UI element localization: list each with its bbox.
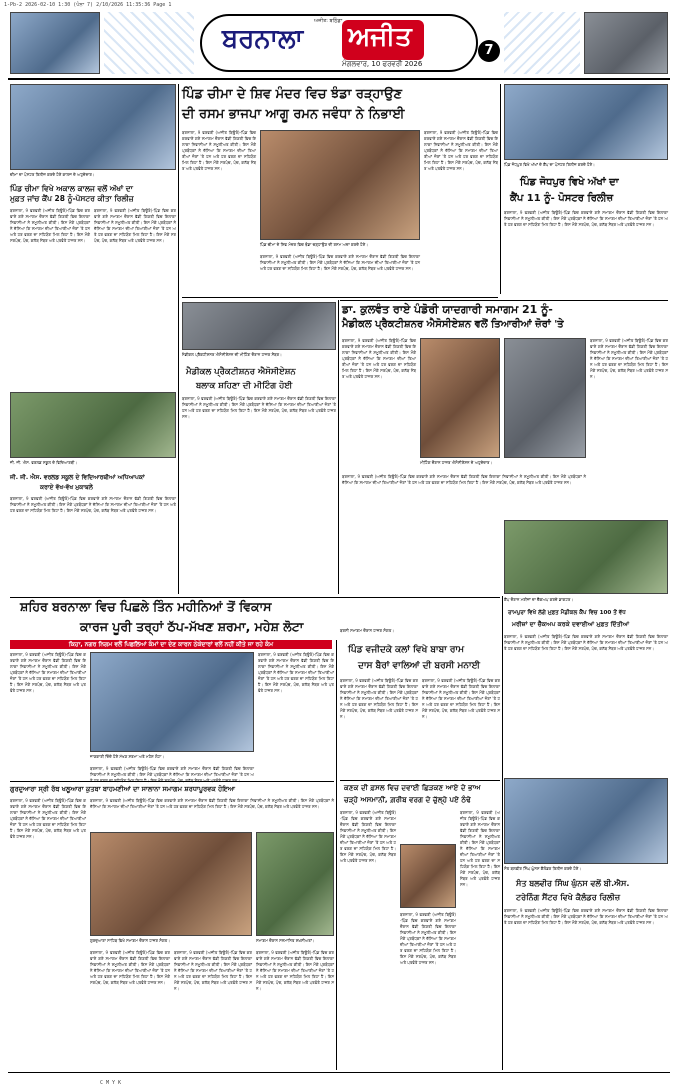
photo-calendar-release [504,778,668,864]
article-2-col-a: ਬਰਨਾਲਾ, 9 ਫਰਵਰੀ (ਅਜੀਤ ਬਿਊਰੋ)-ਪਿੰਡ ਵਿਚ ਕਰਵਾਏ ਗਏ ਸਮਾਗਮ ਦੌਰਾਨ ਵੱਡੀ ਗਿਣਤੀ ਵਿਚ ਇਲਾਕਾ ਨਿਵਾਸੀਆਂ ਨੇ ਸ਼ਮੂਲੀਅਤ ਕੀਤੀ। ਇਸ ਮੌਕੇ ਪ੍ਰਬੰਧਕਾਂ ਨੇ ਦੱਸਿਆ ਕਿ ਸਮਾਗਮ ਦੀਆਂ ਤਿਆਰੀਆਂ ਜ਼ੋਰਾਂ 'ਤੇ ਹਨ ਅਤੇ ਹਰ ਵਰਗ ਦਾ ਸਹਿਯੋਗ ਮਿਲ ਰਿਹਾ ਹੈ। ਇਸ ਮੌਕੇ ਸਰਪੰਚ, ਪੰਚ, ਕਲੱਬ ਮੈਂਬਰ ਅਤੇ ਪਤਵੰਤੇ ਹਾਜ਼ਰ ਸਨ। [10,208,90,243]
photo-camp-visit [504,520,668,594]
article-6-body: ਬਰਨਾਲਾ, 9 ਫਰਵਰੀ (ਅਜੀਤ ਬਿਊਰੋ)-ਪਿੰਡ ਵਿਚ ਕਰਵਾਏ ਗਏ ਸਮਾਗਮ ਦੌਰਾਨ ਵੱਡੀ ਗਿਣਤੀ ਵਿਚ ਇਲਾਕਾ ਨਿਵਾਸੀਆਂ ਨੇ ਸ਼ਮੂਲੀਅਤ ਕੀਤੀ। ਇਸ ਮੌਕੇ ਪ੍ਰਬੰਧਕਾਂ ਨੇ ਦੱਸਿਆ ਕਿ ਸਮਾਗਮ ਦੀਆਂ ਤਿਆਰੀਆਂ ਜ਼ੋਰਾਂ 'ਤੇ ਹਨ ਅਤੇ ਹਰ ਵਰਗ ਦਾ ਸਹਿਯੋਗ ਮਿਲ ਰਿਹਾ ਹੈ। ਇਸ ਮੌਕੇ ਸਰਪੰਚ, ਪੰਚ, ਕਲੱਬ ਮੈਂਬਰ ਅਤੇ ਪਤਵੰਤੇ ਹਾਜ਼ਰ ਸਨ। [10,496,176,513]
photo-association-meeting [420,338,500,458]
caption-3: ਪਿੰਡ ਜੋਧਪੁਰ ਵਿਖੇ ਅੱਖਾਂ ਦੇ ਕੈਂਪ ਦਾ ਪੋਸਟਰ ਰਿਲੀਜ਼ ਕਰਦੇ ਹੋਏ। [504,162,595,167]
headline-6-line-1: ਜੀ. ਜੀ. ਐਸ. ਵਰਲਡ ਸਕੂਲ ਦੇ ਵਿਦਿਆਰਥੀਆਂ ਅਧਿਆਪਕਾਂ [10,474,145,481]
article-4-col-d: ਬਰਨਾਲਾ, 9 ਫਰਵਰੀ (ਅਜੀਤ ਬਿਊਰੋ)-ਪਿੰਡ ਵਿਚ ਕਰਵਾਏ ਗਏ ਸਮਾਗਮ ਦੌਰਾਨ ਵੱਡੀ ਗਿਣਤੀ ਵਿਚ ਇਲਾਕਾ ਨਿਵਾਸੀਆਂ ਨੇ ਸ਼ਮੂਲੀਅਤ ਕੀਤੀ। ਇਸ ਮੌਕੇ ਪ੍ਰਬੰਧਕਾਂ ਨੇ ਦੱਸਿਆ ਕਿ ਸਮਾਗਮ ਦੀਆਂ ਤਿਆਰੀਆਂ ਜ਼ੋਰਾਂ 'ਤੇ ਹਨ ਅਤੇ ਹਰ ਵਰਗ ਦਾ ਸਹਿਯੋਗ ਮਿਲ ਰਿਹਾ ਹੈ। ਇਸ ਮੌਕੇ ਸਰਪੰਚ, ਪੰਚ, ਕਲੱਬ ਮੈਂਬਰ ਅਤੇ ਪਤਵੰਤੇ ਹਾਜ਼ਰ ਸਨ। [590,338,668,379]
caption-6: ਜੀ. ਜੀ. ਐਸ. ਵਰਲਡ ਸਕੂਲ ਦੇ ਵਿਦਿਆਰਥੀ। [10,460,78,465]
caption-8: ਬਰਸੀ ਸਮਾਗਮ ਦੌਰਾਨ ਹਾਜ਼ਰ ਸੰਗਤ। [340,628,394,633]
article-7-col-b: ਬਰਨਾਲਾ, 9 ਫਰਵਰੀ (ਅਜੀਤ ਬਿਊਰੋ)-ਪਿੰਡ ਵਿਚ ਕਰਵਾਏ ਗਏ ਸਮਾਗਮ ਦੌਰਾਨ ਵੱਡੀ ਗਿਣਤੀ ਵਿਚ ਇਲਾਕਾ ਨਿਵਾਸੀਆਂ ਨੇ ਸ਼ਮੂਲੀਅਤ ਕੀਤੀ। ਇਸ ਮੌਕੇ ਪ੍ਰਬੰਧਕਾਂ ਨੇ ਦੱਸਿਆ ਕਿ ਸਮਾਗਮ ਦੀਆਂ ਤਿਆਰੀਆਂ ਜ਼ੋਰਾਂ 'ਤੇ ਹਨ ਅ [90,766,254,777]
article-7-col-c: ਬਰਨਾਲਾ, 9 ਫਰਵਰੀ (ਅਜੀਤ ਬਿਊਰੋ)-ਪਿੰਡ ਵਿਚ ਕਰਵਾਏ ਗਏ ਸਮਾਗਮ ਦੌਰਾਨ ਵੱਡੀ ਗਿਣਤੀ ਵਿਚ ਇਲਾਕਾ ਨਿਵਾਸੀਆਂ ਨੇ ਸ਼ਮੂਲੀਅਤ ਕੀਤੀ। ਇਸ ਮੌਕੇ ਪ੍ਰਬੰਧਕਾਂ ਨੇ ਦੱਸਿਆ ਕਿ ਸਮਾਗਮ ਦੀਆਂ ਤਿਆਰੀਆਂ ਜ਼ੋਰਾਂ 'ਤੇ ਹਨ ਅਤੇ ਹਰ ਵਰਗ ਦਾ ਸਹਿਯੋਗ ਮਿਲ ਰਿਹਾ ਹੈ। ਇਸ ਮੌਕੇ ਸਰਪੰਚ, ਪੰਚ, ਕਲੱਬ ਮੈਂਬਰ ਅਤੇ ਪਤਵੰਤੇ ਹਾਜ਼ਰ ਸਨ। [258,652,334,693]
caption-9: ਕੈਂਪ ਦੌਰਾਨ ਮਰੀਜ਼ਾਂ ਦਾ ਚੈੱਕਅਪ ਕਰਦੇ ਡਾਕਟਰ। [504,597,574,602]
article-12-body: ਬਰਨਾਲਾ, 9 ਫਰਵਰੀ (ਅਜੀਤ ਬਿਊਰੋ)-ਪਿੰਡ ਵਿਚ ਕਰਵਾਏ ਗਏ ਸਮਾਗਮ ਦੌਰਾਨ ਵੱਡੀ ਗਿਣਤੀ ਵਿਚ ਇਲਾਕਾ ਨਿਵਾਸੀਆਂ ਨੇ ਸ਼ਮੂਲੀਅਤ ਕੀਤੀ। ਇਸ ਮੌਕੇ ਪ੍ਰਬੰਧਕਾਂ ਨੇ ਦੱਸਿਆ ਕਿ ਸਮਾਗਮ ਦੀਆਂ ਤਿਆਰੀਆਂ ਜ਼ੋਰਾਂ 'ਤੇ ਹਨ ਅਤੇ ਹਰ ਵਰਗ ਦਾ ਸਹਿਯੋਗ ਮਿਲ ਰਿਹਾ ਹੈ। ਇਸ ਮੌਕੇ ਸਰਪੰਚ, ਪੰਚ, ਕਲੱਬ ਮੈਂਬਰ ਅਤੇ ਪਤਵੰਤੇ ਹਾਜ਼ਰ ਸਨ। [504,908,668,925]
photo-portrait [400,844,456,908]
article-11-col-a: ਬਰਨਾਲਾ, 9 ਫਰਵਰੀ (ਅਜੀਤ ਬਿਊਰੋ)-ਪਿੰਡ ਵਿਚ ਕਰਵਾਏ ਗਏ ਸਮਾਗਮ ਦੌਰਾਨ ਵੱਡੀ ਗਿਣਤੀ ਵਿਚ ਇਲਾਕਾ ਨਿਵਾਸੀਆਂ ਨੇ ਸ਼ਮੂਲੀਅਤ ਕੀਤੀ। ਇਸ ਮੌਕੇ ਪ੍ਰਬੰਧਕਾਂ ਨੇ ਦੱਸਿਆ ਕਿ ਸਮਾਗਮ ਦੀਆਂ ਤਿਆਰੀਆਂ ਜ਼ੋਰਾਂ 'ਤੇ ਹਨ ਅਤੇ ਹਰ ਵਰਗ ਦਾ ਸਹਿਯੋਗ ਮਿਲ ਰਿਹਾ ਹੈ। ਇਸ ਮੌਕੇ ਸਰਪੰਚ, ਪੰਚ, ਕਲੱਬ ਮੈਂਬਰ ਅਤੇ ਪਤਵੰਤੇ ਹਾਜ਼ਰ ਸਨ। [10,798,86,839]
article-11-col-c: ਬਰਨਾਲਾ, 9 ਫਰਵਰੀ (ਅਜੀਤ ਬਿਊਰੋ)-ਪਿੰਡ ਵਿਚ ਕਰਵਾਏ ਗਏ ਸਮਾਗਮ ਦੌਰਾਨ ਵੱਡੀ ਗਿਣਤੀ ਵਿਚ ਇਲਾਕਾ ਨਿਵਾਸੀਆਂ ਨੇ ਸ਼ਮੂਲੀਅਤ ਕੀਤੀ। ਇਸ ਮੌਕੇ ਪ੍ਰਬੰਧਕਾਂ ਨੇ ਦੱਸਿਆ ਕਿ ਸਮਾਗਮ ਦੀਆਂ ਤਿਆਰੀਆਂ ਜ਼ੋਰਾਂ 'ਤੇ ਹਨ ਅਤੇ ਹਰ ਵਰਗ ਦਾ ਸਹਿਯੋਗ ਮਿਲ ਰਿਹਾ ਹੈ। ਇਸ ਮੌਕੇ ਸਰਪੰਚ, ਪੰਚ, ਕਲੱਬ ਮੈਂਬਰ ਅਤੇ ਪਤਵੰਤੇ ਹਾਜ਼ਰ ਸਨ। [174,950,252,991]
article-11-col-b: ਬਰਨਾਲਾ, 9 ਫਰਵਰੀ (ਅਜੀਤ ਬਿਊਰੋ)-ਪਿੰਡ ਵਿਚ ਕਰਵਾਏ ਗਏ ਸਮਾਗਮ ਦੌਰਾਨ ਵੱਡੀ ਗਿਣਤੀ ਵਿਚ ਇਲਾਕਾ ਨਿਵਾਸੀਆਂ ਨੇ ਸ਼ਮੂਲੀਅਤ ਕੀਤੀ। ਇਸ ਮੌਕੇ ਪ੍ਰਬੰਧਕਾਂ ਨੇ ਦੱਸਿਆ ਕਿ ਸਮਾਗਮ ਦੀਆਂ ਤਿਆਰੀਆਂ ਜ਼ੋਰਾਂ 'ਤੇ ਹਨ ਅਤੇ ਹਰ ਵਰਗ ਦਾ ਸਹਿਯੋਗ ਮਿਲ ਰਿਹਾ ਹੈ। ਇਸ ਮੌਕੇ ਸਰਪੰਚ, ਪੰਚ, ਕਲੱਬ ਮੈਂਬਰ ਅਤੇ ਪਤਵੰਤੇ ਹਾਜ਼ਰ ਸਨ। [90,950,170,985]
photo-medical-meeting [182,302,336,350]
article-11-col-d: ਬਰਨਾਲਾ, 9 ਫਰਵਰੀ (ਅਜੀਤ ਬਿਊਰੋ)-ਪਿੰਡ ਵਿਚ ਕਰਵਾਏ ਗਏ ਸਮਾਗਮ ਦੌਰਾਨ ਵੱਡੀ ਗਿਣਤੀ ਵਿਚ ਇਲਾਕਾ ਨਿਵਾਸੀਆਂ ਨੇ ਸ਼ਮੂਲੀਅਤ ਕੀਤੀ। ਇਸ ਮੌਕੇ ਪ੍ਰਬੰਧਕਾਂ ਨੇ ਦੱਸਿਆ ਕਿ ਸਮਾਗਮ ਦੀਆਂ ਤਿਆਰੀਆਂ ਜ਼ੋਰਾਂ 'ਤੇ ਹਨ ਅਤੇ ਹਰ ਵਰਗ ਦਾ ਸਹਿਯੋਗ ਮਿਲ ਰਿਹਾ ਹੈ। ਇਸ ਮੌਕੇ ਸਰਪੰਚ, ਪੰਚ, ਕਲੱਬ ਮੈਂਬਰ ਅਤੇ ਪਤਵੰਤੇ ਹਾਜ਼ਰ ਸਨ। [256,950,334,991]
headline-6-line-2: ਕਰਾਏ ਵੱਖ-ਵੱਖ ਮੁਕਾਬਲੇ [40,484,93,491]
caption-11: ਗੁਰਦੁਆਰਾ ਸਾਹਿਬ ਵਿਖੇ ਸਮਾਗਮ ਦੌਰਾਨ ਹਾਜ਼ਰ ਸੰਗਤ। [90,938,170,943]
column-divider-3 [338,300,339,594]
masthead-logo [200,14,478,72]
headline-7-line-2: ਕਾਰਜ ਪੂਰੀ ਤਰ੍ਹਾਂ ਠੱਪ-ਮੱਖਣ ਸ਼ਰਮਾ, ਮਹੇਸ਼ ਲੋਟਾ [80,619,304,634]
photo-gurdwara-sangat [90,832,252,936]
headline-4-line-1: ਡਾ. ਕੁਲਵੰਤ ਰਾਏ ਪੰਡੋਰੀ ਯਾਦਗਾਰੀ ਸਮਾਗਮ 21 ਨੂੰ- [342,303,553,316]
headline-9-line-2: ਮਰੀਜ਼ਾਂ ਦਾ ਚੈੱਕਅਪ ਕਰਕੇ ਦਵਾਈਆਂ ਮੁਫ਼ਤ ਦਿੱਤੀਆਂ [512,621,630,628]
article-7-col-a: ਬਰਨਾਲਾ, 9 ਫਰਵਰੀ (ਅਜੀਤ ਬਿਊਰੋ)-ਪਿੰਡ ਵਿਚ ਕਰਵਾਏ ਗਏ ਸਮਾਗਮ ਦੌਰਾਨ ਵੱਡੀ ਗਿਣਤੀ ਵਿਚ ਇਲਾਕਾ ਨਿਵਾਸੀਆਂ ਨੇ ਸ਼ਮੂਲੀਅਤ ਕੀਤੀ। ਇਸ ਮੌਕੇ ਪ੍ਰਬੰਧਕਾਂ ਨੇ ਦੱਸਿਆ ਕਿ ਸਮਾਗਮ ਦੀਆਂ ਤਿਆਰੀਆਂ ਜ਼ੋਰਾਂ 'ਤੇ ਹਨ ਅਤੇ ਹਰ ਵਰਗ ਦਾ ਸਹਿਯੋਗ ਮਿਲ ਰਿਹਾ ਹੈ। ਇਸ ਮੌਕੇ ਸਰਪੰਚ, ਪੰਚ, ਕਲੱਬ ਮੈਂਬਰ ਅਤੇ ਪਤਵੰਤੇ ਹਾਜ਼ਰ ਸਨ। [10,652,86,693]
article-8-col-a: ਬਰਨਾਲਾ, 9 ਫਰਵਰੀ (ਅਜੀਤ ਬਿਊਰੋ)-ਪਿੰਡ ਵਿਚ ਕਰਵਾਏ ਗਏ ਸਮਾਗਮ ਦੌਰਾਨ ਵੱਡੀ ਗਿਣਤੀ ਵਿਚ ਇਲਾਕਾ ਨਿਵਾਸੀਆਂ ਨੇ ਸ਼ਮੂਲੀਅਤ ਕੀਤੀ। ਇਸ ਮੌਕੇ ਪ੍ਰਬੰਧਕਾਂ ਨੇ ਦੱਸਿਆ ਕਿ ਸਮਾਗਮ ਦੀਆਂ ਤਿਆਰੀਆਂ ਜ਼ੋਰਾਂ 'ਤੇ ਹਨ ਅਤੇ ਹਰ ਵਰਗ ਦਾ ਸਹਿਯੋਗ ਮਿਲ ਰਿਹਾ ਹੈ। ਇਸ ਮੌਕੇ ਸਰਪੰਚ, ਪੰਚ, ਕਲੱਬ ਮੈਂਬਰ ਅਤੇ ਪਤਵੰਤੇ ਹਾਜ਼ਰ ਸਨ। [340,678,418,719]
masthead-pattern-left [104,12,194,74]
article-1-col-c: ਬਰਨਾਲਾ, 9 ਫਰਵਰੀ (ਅਜੀਤ ਬਿਊਰੋ)-ਪਿੰਡ ਵਿਚ ਕਰਵਾਏ ਗਏ ਸਮਾਗਮ ਦੌਰਾਨ ਵੱਡੀ ਗਿਣਤੀ ਵਿਚ ਇਲਾਕਾ ਨਿਵਾਸੀਆਂ ਨੇ ਸ਼ਮੂਲੀਅਤ ਕੀਤੀ। ਇਸ ਮੌਕੇ ਪ੍ਰਬੰਧਕਾਂ ਨੇ ਦੱਸਿਆ ਕਿ ਸਮਾਗਮ ਦੀਆਂ ਤਿਆਰੀਆਂ ਜ਼ੋਰਾਂ 'ਤੇ ਹਨ ਅਤੇ ਹਰ ਵਰਗ ਦਾ ਸਹਿਯੋਗ ਮਿਲ ਰਿਹਾ ਹੈ। ਇਸ ਮੌਕੇ ਸਰਪੰਚ, ਪੰਚ, ਕਲੱਬ ਮੈਂਬਰ ਅਤੇ ਪਤਵੰਤੇ ਹਾਜ਼ਰ ਸਨ। [260,254,420,271]
column-divider-4 [336,640,337,1070]
photo-association-hall [504,338,586,458]
article-4-body-bottom: ਬਰਨਾਲਾ, 9 ਫਰਵਰੀ (ਅਜੀਤ ਬਿਊਰੋ)-ਪਿੰਡ ਵਿਚ ਕਰਵਾਏ ਗਏ ਸਮਾਗਮ ਦੌਰਾਨ ਵੱਡੀ ਗਿਣਤੀ ਵਿਚ ਇਲਾਕਾ ਨਿਵਾਸੀਆਂ ਨੇ ਸ਼ਮੂਲੀਅਤ ਕੀਤੀ। ਇਸ ਮੌਕੇ ਪ੍ਰਬੰਧਕਾਂ ਨੇ ਦੱਸਿਆ ਕਿ ਸਮਾਗਮ ਦੀਆਂ ਤਿਆਰੀਆਂ ਜ਼ੋਰਾਂ 'ਤੇ ਹਨ ਅਤੇ ਹਰ ਵਰਗ ਦਾ ਸਹਿਯੋਗ ਮਿਲ ਰਿਹਾ ਹੈ। ਇਸ ਮੌਕੇ ਸਰਪੰਚ, ਪੰਚ, ਕਲੱਬ ਮੈਂਬਰ ਅਤੇ ਪਤਵੰਤੇ ਹਾਜ਼ਰ ਸਨ। [342,474,586,485]
masthead-photo-left [10,12,100,74]
headline-3-line-1: ਪਿੰਡ ਜੋਧਪੁਰ ਵਿਖੇ ਅੱਖਾਂ ਦਾ [520,177,619,188]
article-1-col-b: ਬਰਨਾਲਾ, 9 ਫਰਵਰੀ (ਅਜੀਤ ਬਿਊਰੋ)-ਪਿੰਡ ਵਿਚ ਕਰਵਾਏ ਗਏ ਸਮਾਗਮ ਦੌਰਾਨ ਵੱਡੀ ਗਿਣਤੀ ਵਿਚ ਇਲਾਕਾ ਨਿਵਾਸੀਆਂ ਨੇ ਸ਼ਮੂਲੀਅਤ ਕੀਤੀ। ਇਸ ਮੌਕੇ ਪ੍ਰਬੰਧਕਾਂ ਨੇ ਦੱਸਿਆ ਕਿ ਸਮਾਗਮ ਦੀਆਂ ਤਿਆਰੀਆਂ ਜ਼ੋਰਾਂ 'ਤੇ ਹਨ ਅਤੇ ਹਰ ਵਰਗ ਦਾ ਸਹਿਯੋਗ ਮਿਲ ਰਿਹਾ ਹੈ। ਇਸ ਮੌਕੇ ਸਰਪੰਚ, ਪੰਚ, ਕਲੱਬ ਮੈਂਬਰ ਅਤੇ ਪਤਵੰਤੇ ਹਾਜ਼ਰ ਸਨ। [424,130,498,171]
headline-10-line-2: ਚੜ੍ਹੇ ਅਸਮਾਨੀਂ, ਗ਼ਰੀਬ ਵਰਗ ਦੇ ਚੁੱਲ੍ਹੇ ਪਏ ਠੰਢੇ [344,795,471,804]
headline-2-line-2: ਮੁਫ਼ਤ ਜਾਂਚ ਕੈਂਪ 28 ਨੂੰ-ਪੋਸਟਰ ਕੀਤਾ ਰਿਲੀਜ਼ [10,194,134,203]
photo-students-flags [10,392,176,458]
headline-10-line-1: ਕਣਕ ਦੀ ਫ਼ਸਲ ਵਿਚ ਦਵਾਈ ਛਿੜਕਣ ਆਏ ਦੇ ਭਾਅ [344,783,481,792]
caption-12: ਸਮਾਗਮ ਦੌਰਾਨ ਸਨਮਾਨਿਤ ਸ਼ਖ਼ਸੀਅਤਾਂ। [256,938,315,943]
article-4-col-a: ਬਰਨਾਲਾ, 9 ਫਰਵਰੀ (ਅਜੀਤ ਬਿਊਰੋ)-ਪਿੰਡ ਵਿਚ ਕਰਵਾਏ ਗਏ ਸਮਾਗਮ ਦੌਰਾਨ ਵੱਡੀ ਗਿਣਤੀ ਵਿਚ ਇਲਾਕਾ ਨਿਵਾਸੀਆਂ ਨੇ ਸ਼ਮੂਲੀਅਤ ਕੀਤੀ। ਇਸ ਮੌਕੇ ਪ੍ਰਬੰਧਕਾਂ ਨੇ ਦੱਸਿਆ ਕਿ ਸਮਾਗਮ ਦੀਆਂ ਤਿਆਰੀਆਂ ਜ਼ੋਰਾਂ 'ਤੇ ਹਨ ਅਤੇ ਹਰ ਵਰਗ ਦਾ ਸਹਿਯੋਗ ਮਿਲ ਰਿਹਾ ਹੈ। ਇਸ ਮੌਕੇ ਸਰਪੰਚ, ਪੰਚ, ਕਲੱਬ ਮੈਂਬਰ ਅਤੇ ਪਤਵੰਤੇ ਹਾਜ਼ਰ ਸਨ। [342,338,416,379]
article-5-body: ਬਰਨਾਲਾ, 9 ਫਰਵਰੀ (ਅਜੀਤ ਬਿਊਰੋ)-ਪਿੰਡ ਵਿਚ ਕਰਵਾਏ ਗਏ ਸਮਾਗਮ ਦੌਰਾਨ ਵੱਡੀ ਗਿਣਤੀ ਵਿਚ ਇਲਾਕਾ ਨਿਵਾਸੀਆਂ ਨੇ ਸ਼ਮੂਲੀਅਤ ਕੀਤੀ। ਇਸ ਮੌਕੇ ਪ੍ਰਬੰਧਕਾਂ ਨੇ ਦੱਸਿਆ ਕਿ ਸਮਾਗਮ ਦੀਆਂ ਤਿਆਰੀਆਂ ਜ਼ੋਰਾਂ 'ਤੇ ਹਨ ਅਤੇ ਹਰ ਵਰਗ ਦਾ ਸਹਿਯੋਗ ਮਿਲ ਰਿਹਾ ਹੈ। ਇਸ ਮੌਕੇ ਸਰਪੰਚ, ਪੰਚ, ਕਲੱਬ ਮੈਂਬਰ ਅਤੇ ਪਤਵੰਤੇ ਹਾਜ਼ਰ ਸਨ। [182,396,336,419]
page-number: 7 [478,40,500,62]
headline-1-line-2: ਦੀ ਰਸਮ ਭਾਜਪਾ ਆਗੂ ਰਮਨ ਜਵੰਧਾ ਨੇ ਨਿਭਾਈ [182,107,405,122]
headline-5-line-2: ਬਲਾਕ ਸ਼ਹਿਣਾ ਦੀ ਮੀਟਿੰਗ ਹੋਈ [196,381,293,391]
headline-9-line-1: ਰਾਮਪੁਰਾ ਵਿਖੇ ਲੱਗੇ ਮੁਫ਼ਤ ਮੈਡੀਕਲ ਕੈਂਪ ਵਿਚ 100 ਤੋਂ ਵੱਧ [508,610,626,616]
headline-3-line-2: ਕੈਂਪ 11 ਨੂੰ- ਪੋਸਟਰ ਰਿਲੀਜ਼ [510,193,614,204]
headline-8-line-2: ਦਾਸ ਬੈਰਾਂ ਵਾਲਿਆਂ ਦੀ ਬਰਸੀ ਮਨਾਈ [358,661,480,671]
article-9-body: ਬਰਨਾਲਾ, 9 ਫਰਵਰੀ (ਅਜੀਤ ਬਿਊਰੋ)-ਪਿੰਡ ਵਿਚ ਕਰਵਾਏ ਗਏ ਸਮਾਗਮ ਦੌਰਾਨ ਵੱਡੀ ਗਿਣਤੀ ਵਿਚ ਇਲਾਕਾ ਨਿਵਾਸੀਆਂ ਨੇ ਸ਼ਮੂਲੀਅਤ ਕੀਤੀ। ਇਸ ਮੌਕੇ ਪ੍ਰਬੰਧਕਾਂ ਨੇ ਦੱਸਿਆ ਕਿ ਸਮਾਗਮ ਦੀਆਂ ਤਿਆਰੀਆਂ ਜ਼ੋਰਾਂ 'ਤੇ ਹਨ ਅਤੇ ਹਰ ਵਰਗ ਦਾ ਸਹਿਯੋਗ ਮਿਲ ਰਿਹਾ ਹੈ। ਇਸ ਮੌਕੇ ਸਰਪੰਚ, ਪੰਚ, ਕਲੱਬ ਮੈਂਬਰ ਅਤੇ ਪਤਵੰਤੇ ਹਾਜ਼ਰ ਸਨ। [504,634,668,651]
headline-11: ਗੁਰਦੁਆਰਾ ਸ੍ਰੀ ਰੱਥ ਖਲੂਆਰਾ ਕੁਤਬਾ ਬਾਹਮਣੀਆਂ ਦਾ ਸਾਲਾਨਾ ਸਮਾਗਮ ਸ਼ਰਧਾਪੂਰਵਕ ਹੋਇਆ [10,785,236,793]
rule-wheat [340,780,500,781]
headline-2-line-1: ਪਿੰਡ ਚੀਮਾ ਵਿਖੇ ਅਕਾਲ ਕਾਲਜ ਵਲੋਂ ਅੱਖਾਂ ਦਾ [10,184,133,193]
masthead-date: ਮੰਗਲਵਾਰ, 10 ਫਰਵਰੀ 2026 [342,60,423,68]
article-1-col-a: ਬਰਨਾਲਾ, 9 ਫਰਵਰੀ (ਅਜੀਤ ਬਿਊਰੋ)-ਪਿੰਡ ਵਿਚ ਕਰਵਾਏ ਗਏ ਸਮਾਗਮ ਦੌਰਾਨ ਵੱਡੀ ਗਿਣਤੀ ਵਿਚ ਇਲਾਕਾ ਨਿਵਾਸੀਆਂ ਨੇ ਸ਼ਮੂਲੀਅਤ ਕੀਤੀ। ਇਸ ਮੌਕੇ ਪ੍ਰਬੰਧਕਾਂ ਨੇ ਦੱਸਿਆ ਕਿ ਸਮਾਗਮ ਦੀਆਂ ਤਿਆਰੀਆਂ ਜ਼ੋਰਾਂ 'ਤੇ ਹਨ ਅਤੇ ਹਰ ਵਰਗ ਦਾ ਸਹਿਯੋਗ ਮਿਲ ਰਿਹਾ ਹੈ। ਇਸ ਮੌਕੇ ਸਰਪੰਚ, ਪੰਚ, ਕਲੱਬ ਮੈਂਬਰ ਅਤੇ ਪਤਵੰਤੇ ਹਾਜ਼ਰ ਸਨ। [182,130,256,171]
headline-5-line-1: ਮੈਡੀਕਲ ਪ੍ਰੈਕਟੀਸ਼ਨਰ ਐਸੋਸੀਏਸ਼ਨ [186,367,296,377]
photo-gurdwara-honour [256,832,334,936]
column-divider-1 [178,84,179,594]
masthead-pattern-right [504,12,580,74]
column-divider-5 [502,596,503,1070]
caption-2: ਪਿੰਡ ਚੀਮਾ ਦੇ ਸ਼ਿਵ ਮੰਦਰ ਵਿਚ ਝੰਡਾ ਚੜ੍ਹਾਉਣ ਦੀ ਰਸਮ ਅਦਾ ਕਰਦੇ ਹੋਏ। [260,242,368,247]
masthead-rule [8,78,670,80]
headline-12-line-1: ਸੰਤ ਬਲਵੀਰ ਸਿੰਘ ਘੁੰਨਸ ਵਲੋਂ ਬੀ.ਐਸ. [516,879,630,888]
headline-4-line-2: ਮੈਡੀਕਲ ਪ੍ਰੈਕਟੀਸ਼ਨਰ ਐਸੋਸੀਏਸ਼ਨ ਵਲੋਂ ਤਿਆਰੀਆਂ ਜ਼ੋਰਾਂ 'ਤੇ [342,319,564,330]
headline-12-line-2: ਟਰੇਨਿੰਗ ਸੈਂਟਰ ਵਿਖੇ ਕੈਲੰਡਰ ਰਿਲੀਜ਼ [516,893,621,902]
masthead-brand: ਅਜੀਤ [348,22,412,52]
caption-1: ਚੀਮਾ ਦਾ ਪੋਸਟਰ ਰਿਲੀਜ਼ ਕਰਦੇ ਹੋਏ ਕਾਲਜ ਦੇ ਅਹੁਦੇਦਾਰ। [10,172,95,177]
photo-makhan-mahesh [90,652,254,752]
column-divider-2 [500,84,501,294]
headline-8-line-1: ਪਿੰਡ ਵਜੀਦਕੇ ਕਲਾਂ ਵਿਖੇ ਬਾਬਾ ਰਾਮ [348,645,464,655]
photo-chima-poster [10,84,176,170]
caption-4: ਮੈਡੀਕਲ ਪ੍ਰੈਕਟੀਸ਼ਨਰ ਐਸੋਸੀਏਸ਼ਨ ਦੀ ਮੀਟਿੰਗ ਦੌਰਾਨ ਹਾਜ਼ਰ ਮੈਂਬਰ। [182,352,282,357]
article-10-col-b: ਬਰਨਾਲਾ, 9 ਫਰਵਰੀ (ਅਜੀਤ ਬਿਊਰੋ)-ਪਿੰਡ ਵਿਚ ਕਰਵਾਏ ਗਏ ਸਮਾਗਮ ਦੌਰਾਨ ਵੱਡੀ ਗਿਣਤੀ ਵਿਚ ਇਲਾਕਾ ਨਿਵਾਸੀਆਂ ਨੇ ਸ਼ਮੂਲੀਅਤ ਕੀਤੀ। ਇਸ ਮੌਕੇ ਪ੍ਰਬੰਧਕਾਂ ਨੇ ਦੱਸਿਆ ਕਿ ਸਮਾਗਮ ਦੀਆਂ ਤਿਆਰੀਆਂ ਜ਼ੋਰਾਂ 'ਤੇ ਹਨ ਅਤੇ ਹਰ ਵਰਗ ਦਾ ਸਹਿਯੋਗ ਮਿਲ ਰਿਹਾ ਹੈ। ਇਸ ਮੌਕੇ ਸਰਪੰਚ, ਪੰਚ, ਕਲੱਬ ਮੈਂਬਰ ਅਤੇ ਪਤਵੰਤੇ ਹਾਜ਼ਰ ਸਨ। [400,912,456,965]
article-3-body: ਬਰਨਾਲਾ, 9 ਫਰਵਰੀ (ਅਜੀਤ ਬਿਊਰੋ)-ਪਿੰਡ ਵਿਚ ਕਰਵਾਏ ਗਏ ਸਮਾਗਮ ਦੌਰਾਨ ਵੱਡੀ ਗਿਣਤੀ ਵਿਚ ਇਲਾਕਾ ਨਿਵਾਸੀਆਂ ਨੇ ਸ਼ਮੂਲੀਅਤ ਕੀਤੀ। ਇਸ ਮੌਕੇ ਪ੍ਰਬੰਧਕਾਂ ਨੇ ਦੱਸਿਆ ਕਿ ਸਮਾਗਮ ਦੀਆਂ ਤਿਆਰੀਆਂ ਜ਼ੋਰਾਂ 'ਤੇ ਹਨ ਅਤੇ ਹਰ ਵਰਗ ਦਾ ਸਹਿਯੋਗ ਮਿਲ ਰਿਹਾ ਹੈ। ਇਸ ਮੌਕੇ ਸਰਪੰਚ, ਪੰਚ, ਕਲੱਬ ਮੈਂਬਰ ਅਤੇ ਪਤਵੰਤੇ ਹਾਜ਼ਰ ਸਨ। [504,210,668,227]
print-mark-bottom: C M Y K [100,1080,122,1086]
caption-5: ਮੀਟਿੰਗ ਦੌਰਾਨ ਹਾਜ਼ਰ ਐਸੋਸੀਏਸ਼ਨ ਦੇ ਅਹੁਦੇਦਾਰ। [420,460,493,465]
article-10-col-c: ਬਰਨਾਲਾ, 9 ਫਰਵਰੀ (ਅਜੀਤ ਬਿਊਰੋ)-ਪਿੰਡ ਵਿਚ ਕਰਵਾਏ ਗਏ ਸਮਾਗਮ ਦੌਰਾਨ ਵੱਡੀ ਗਿਣਤੀ ਵਿਚ ਇਲਾਕਾ ਨਿਵਾਸੀਆਂ ਨੇ ਸ਼ਮੂਲੀਅਤ ਕੀਤੀ। ਇਸ ਮੌਕੇ ਪ੍ਰਬੰਧਕਾਂ ਨੇ ਦੱਸਿਆ ਕਿ ਸਮਾਗਮ ਦੀਆਂ ਤਿਆਰੀਆਂ ਜ਼ੋਰਾਂ 'ਤੇ ਹਨ ਅਤੇ ਹਰ ਵਰਗ ਦਾ ਸਹਿਯੋਗ ਮਿਲ ਰਿਹਾ ਹੈ। ਇਸ ਮੌਕੇ ਸਰਪੰਚ, ਪੰਚ, ਕਲੱਬ ਮੈਂਬਰ ਅਤੇ ਪਤਵੰਤੇ ਹਾਜ਼ਰ ਸਨ। [460,810,500,887]
masthead-photo-right [584,12,668,74]
article-11-top: ਬਰਨਾਲਾ, 9 ਫਰਵਰੀ (ਅਜੀਤ ਬਿਊਰੋ)-ਪਿੰਡ ਵਿਚ ਕਰਵਾਏ ਗਏ ਸਮਾਗਮ ਦੌਰਾਨ ਵੱਡੀ ਗਿਣਤੀ ਵਿਚ ਇਲਾਕਾ ਨਿਵਾਸੀਆਂ ਨੇ ਸ਼ਮੂਲੀਅਤ ਕੀਤੀ। ਇਸ ਮੌਕੇ ਪ੍ਰਬੰਧਕਾਂ ਨੇ ਦੱਸਿਆ ਕਿ ਸਮਾਗਮ ਦੀਆਂ ਤਿਆਰੀਆਂ ਜ਼ੋਰਾਂ 'ਤੇ ਹਨ ਅਤੇ ਹਰ ਵਰਗ ਦਾ ਸਹਿਯੋਗ ਮਿਲ ਰਿਹਾ ਹੈ। ਇਸ ਮੌਕੇ ਸਰਪੰਚ, ਪੰਚ, ਕਲੱਬ ਮੈਂਬਰ ਅਤੇ ਪਤਵੰਤੇ ਹਾਜ਼ਰ ਸਨ। [90,798,334,809]
masthead-city: ਬਰਨਾਲਾ [222,24,304,54]
rule-centre-1 [182,297,498,298]
caption-10: ਸੰਤ ਬਲਵੀਰ ਸਿੰਘ ਘੁੰਨਸ ਕੈਲੰਡਰ ਰਿਲੀਜ਼ ਕਰਦੇ ਹੋਏ। [504,866,582,871]
red-strap: ਕਿਹਾ, ਨਗਰ ਨਿਗਮ ਵਲੋਂ ਪਿਛਲਿਆਂ ਕੰਮਾਂ ਦਾ ਦੇਣ ਕਾਰਨ ਠੇਕੇਦਾਰਾਂ ਵਲੋਂ ਨਹੀਂ ਕੀਤੇ ਜਾ ਰਹੇ ਕੰਮ [10,640,332,649]
masthead-tag: ਅਜੀਤ: ਬਠਿੰਡਾ [314,18,343,24]
headline-1-line-1: ਪਿੰਡ ਚੀਮਾ ਦੇ ਸ਼ਿਵ ਮੰਦਰ ਵਿਚ ਝੰਡਾ ਰੜ੍ਹਾਉਣ [182,87,402,102]
headline-7-line-1: ਸ਼ਹਿਰ ਬਰਨਾਲਾ ਵਿਚ ਪਿਛਲੇ ਤਿੰਨ ਮਹੀਨਿਆਂ ਤੋਂ ਵਿਕਾਸ [20,599,272,614]
photo-jodhpur-poster [504,84,668,160]
article-8-col-b: ਬਰਨਾਲਾ, 9 ਫਰਵਰੀ (ਅਜੀਤ ਬਿਊਰੋ)-ਪਿੰਡ ਵਿਚ ਕਰਵਾਏ ਗਏ ਸਮਾਗਮ ਦੌਰਾਨ ਵੱਡੀ ਗਿਣਤੀ ਵਿਚ ਇਲਾਕਾ ਨਿਵਾਸੀਆਂ ਨੇ ਸ਼ਮੂਲੀਅਤ ਕੀਤੀ। ਇਸ ਮੌਕੇ ਪ੍ਰਬੰਧਕਾਂ ਨੇ ਦੱਸਿਆ ਕਿ ਸਮਾਗਮ ਦੀਆਂ ਤਿਆਰੀਆਂ ਜ਼ੋਰਾਂ 'ਤੇ ਹਨ ਅਤੇ ਹਰ ਵਰਗ ਦਾ ਸਹਿਯੋਗ ਮਿਲ ਰਿਹਾ ਹੈ। ਇਸ ਮੌਕੇ ਸਰਪੰਚ, ਪੰਚ, ਕਲੱਬ ਮੈਂਬਰ ਅਤੇ ਪਤਵੰਤੇ ਹਾਜ਼ਰ ਸਨ। [422,678,500,719]
caption-7: ਜਾਣਕਾਰੀ ਦਿੰਦੇ ਹੋਏ ਮੱਖਣ ਸ਼ਰਮਾ ਅਤੇ ਮਹੇਸ਼ ਲੋਟਾ। [90,754,165,759]
footer-rule [8,1072,670,1073]
photo-shiv-mandir [260,130,420,240]
article-10-col-a: ਬਰਨਾਲਾ, 9 ਫਰਵਰੀ (ਅਜੀਤ ਬਿਊਰੋ)-ਪਿੰਡ ਵਿਚ ਕਰਵਾਏ ਗਏ ਸਮਾਗਮ ਦੌਰਾਨ ਵੱਡੀ ਗਿਣਤੀ ਵਿਚ ਇਲਾਕਾ ਨਿਵਾਸੀਆਂ ਨੇ ਸ਼ਮੂਲੀਅਤ ਕੀਤੀ। ਇਸ ਮੌਕੇ ਪ੍ਰਬੰਧਕਾਂ ਨੇ ਦੱਸਿਆ ਕਿ ਸਮਾਗਮ ਦੀਆਂ ਤਿਆਰੀਆਂ ਜ਼ੋਰਾਂ 'ਤੇ ਹਨ ਅਤੇ ਹਰ ਵਰਗ ਦਾ ਸਹਿਯੋਗ ਮਿਲ ਰਿਹਾ ਹੈ। ਇਸ ਮੌਕੇ ਸਰਪੰਚ, ਪੰਚ, ਕਲੱਬ ਮੈਂਬਰ ਅਤੇ ਪਤਵੰਤੇ ਹਾਜ਼ਰ ਸਨ। [340,810,396,863]
rule-gurdwara [10,781,334,782]
print-mark-top: 1-Pb-2 2026-02-10 1:30 (ਪੰਨਾ 7) 2/10/2026 11:35:36 Page 1 [4,2,172,8]
rule-right-1 [340,300,668,301]
article-2-col-b: ਬਰਨਾਲਾ, 9 ਫਰਵਰੀ (ਅਜੀਤ ਬਿਊਰੋ)-ਪਿੰਡ ਵਿਚ ਕਰਵਾਏ ਗਏ ਸਮਾਗਮ ਦੌਰਾਨ ਵੱਡੀ ਗਿਣਤੀ ਵਿਚ ਇਲਾਕਾ ਨਿਵਾਸੀਆਂ ਨੇ ਸ਼ਮੂਲੀਅਤ ਕੀਤੀ। ਇਸ ਮੌਕੇ ਪ੍ਰਬੰਧਕਾਂ ਨੇ ਦੱਸਿਆ ਕਿ ਸਮਾਗਮ ਦੀਆਂ ਤਿਆਰੀਆਂ ਜ਼ੋਰਾਂ 'ਤੇ ਹਨ ਅਤੇ ਹਰ ਵਰਗ ਦਾ ਸਹਿਯੋਗ ਮਿਲ ਰਿਹਾ ਹੈ। ਇਸ ਮੌਕੇ ਸਰਪੰਚ, ਪੰਚ, ਕਲੱਬ ਮੈਂਬਰ ਅਤੇ ਪਤਵੰਤੇ ਹਾਜ਼ਰ ਸਨ। [94,208,176,243]
